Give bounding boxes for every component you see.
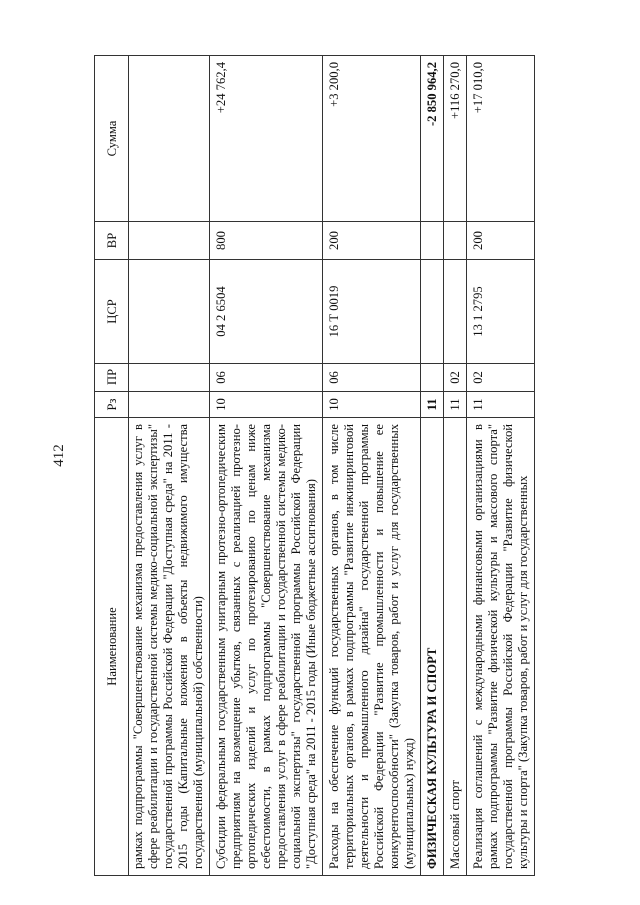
section-title: ФИЗИЧЕСКАЯ КУЛЬТУРА И СПОРТ: [421, 418, 444, 876]
page-number-text: 412: [50, 443, 67, 467]
header-name: Наименование: [95, 418, 129, 876]
table-row: [210, 56, 323, 876]
row-csr: [421, 260, 444, 364]
row-pr: [129, 364, 210, 392]
header-vr: ВР: [95, 222, 129, 260]
row-rz: 11: [421, 392, 444, 418]
header-pr: ПР: [95, 364, 129, 392]
row-rz: 10: [210, 392, 323, 418]
table-row: [444, 56, 467, 876]
table-row: [467, 56, 535, 876]
row-vr: 200: [467, 222, 535, 260]
row-vr: 200: [323, 222, 421, 260]
row-pr: 02: [467, 364, 535, 392]
row-name: Расходы на обеспечение функций государственных органов, в том числе территориальных органов, в рамках подпрограммы "Развитие инжиниринговой деятельности и промышленного дизайна" государственной программы Российской Федерации "Развитие промышленности и повышение ее конкурентоспособности" (Закупка товаров, работ и услуг для государственных (муниципальных) нужд): [323, 418, 421, 876]
section-sum: -2 850 964,2: [421, 56, 444, 222]
row-csr: 04 2 6504: [210, 260, 323, 364]
row-csr: 13 1 2795: [467, 260, 535, 364]
row-vr: 800: [210, 222, 323, 260]
row-name: Субсидии федеральным государственным унитарным протезно-ортопедическим предприятиям на возмещение убытков, связанных с реализацией протезно-ортопедических изделий и услуг по протезированию по ценам ниже себестоимости, в рамках подпрограммы "Совершенствование механизма предоставления услуг в сфере реабилитации и государственной системы медико-социальной экспертизы" государственной программы Российской Федерации "Доступная среда" на 2011 - 2015 годы (Иные бюджетные ассигнования): [210, 418, 323, 876]
header-csr: ЦСР: [95, 260, 129, 364]
row-sum: +3 200,0: [323, 56, 421, 222]
row-csr: [444, 260, 467, 364]
row-name: Реализация соглашений с международными финансовыми организациями в рамках подпрограммы "Развитие физической культуры и массового спорта" государственной программы Российской Федерации "Развитие физической культуры и спорта" (Закупка товаров, работ и услуг для государственных: [467, 418, 535, 876]
budget-table: [94, 55, 535, 876]
row-name: рамках подпрограммы "Совершенствование механизма предоставления услуг в сфере реабилитации и государственной системы медико-социальной экспертизы" государственной программы Российской Федерации "Доступная среда" на 2011 - 2015 годы (Капитальные вложения в объекты недвижимого имущества государственной (муниципальной) собственности): [129, 418, 210, 876]
page-number: [44, 440, 74, 470]
header-sum: Сумма: [95, 56, 129, 222]
section-row: [421, 56, 444, 876]
rotated-document-page: [94, 56, 616, 876]
row-rz: 10: [323, 392, 421, 418]
row-sum: [129, 56, 210, 222]
row-sum: +17 010,0: [467, 56, 535, 222]
row-pr: 06: [210, 364, 323, 392]
row-rz: 11: [444, 392, 467, 418]
table-row: [323, 56, 421, 876]
row-pr: 02: [444, 364, 467, 392]
header-rz: Рз: [95, 392, 129, 418]
row-csr: [129, 260, 210, 364]
row-pr: 06: [323, 364, 421, 392]
row-vr: [129, 222, 210, 260]
row-csr: 16 Т 0019: [323, 260, 421, 364]
table-row: [129, 56, 210, 876]
row-pr: [421, 364, 444, 392]
row-vr: [444, 222, 467, 260]
row-rz: 11: [467, 392, 535, 418]
table-header-row: [95, 56, 129, 876]
row-sum: +116 270,0: [444, 56, 467, 222]
row-name: Массовый спорт: [444, 418, 467, 876]
row-rz: [129, 392, 210, 418]
row-vr: [421, 222, 444, 260]
row-sum: +24 762,4: [210, 56, 323, 222]
